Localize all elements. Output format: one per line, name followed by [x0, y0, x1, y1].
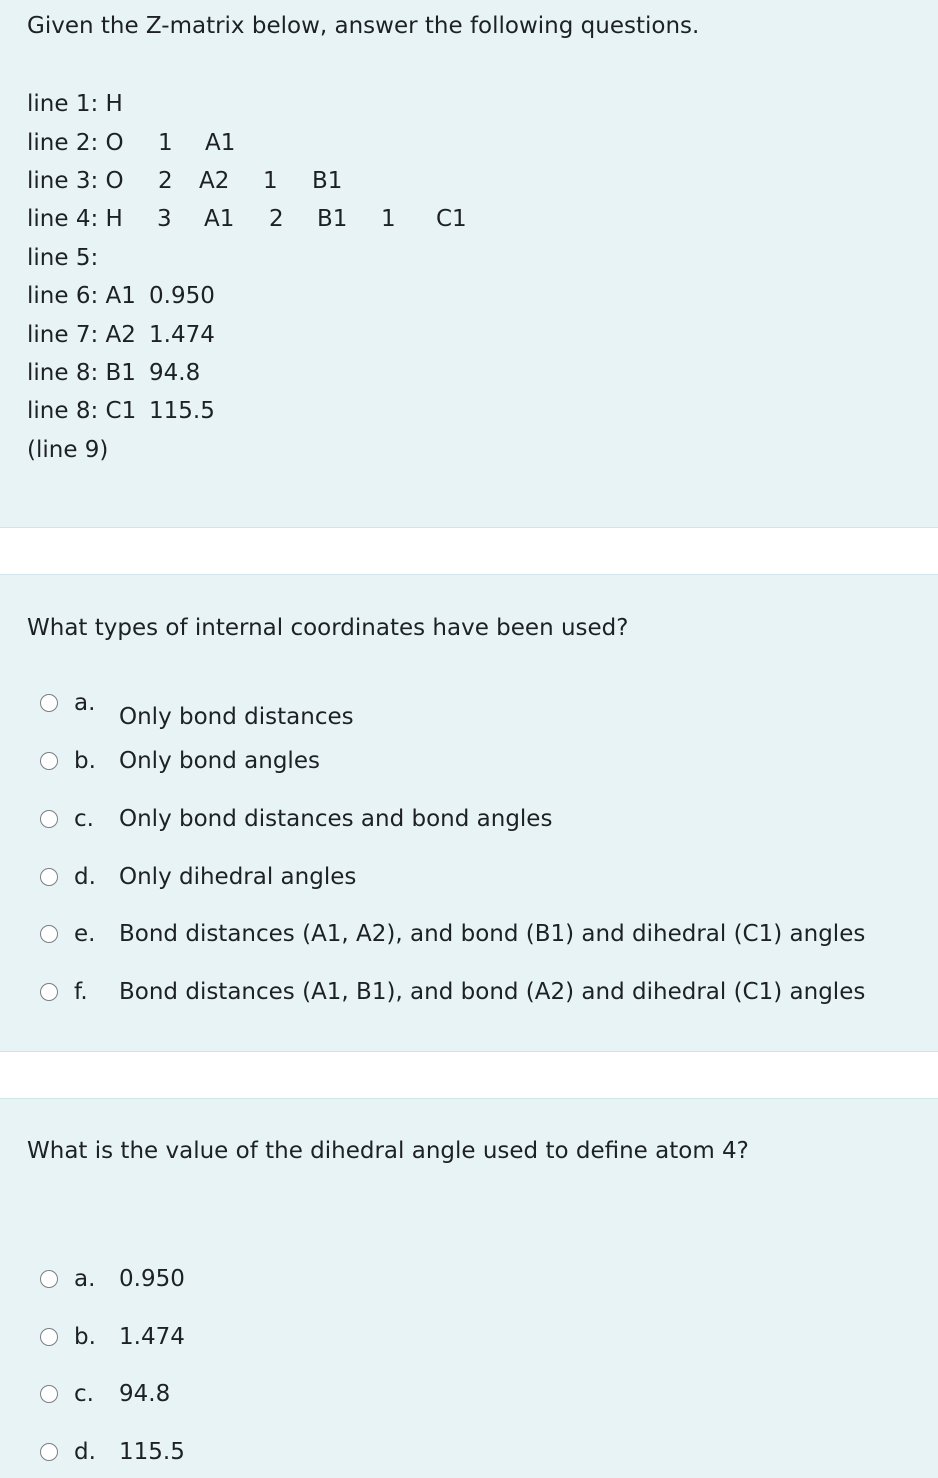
- option-text[interactable]: Bond distances (A1, B1), and bond (A2) and dihedral (C1) angles: [119, 979, 866, 1005]
- option-text[interactable]: Bond distances (A1, A2), and bond (B1) and dihedral (C1) angles: [119, 921, 866, 947]
- option-text[interactable]: Only bond angles: [119, 748, 320, 774]
- zmatrix-cell: line 2: O: [27, 130, 124, 156]
- zmatrix-cell: line 8: C1: [27, 398, 137, 424]
- option-letter: a.: [74, 1266, 96, 1292]
- zmatrix-cell: 94.8: [149, 360, 201, 386]
- option-letter: c.: [74, 806, 94, 832]
- option-letter: c.: [74, 1381, 94, 1407]
- radio-button[interactable]: [40, 694, 58, 712]
- option-letter: b.: [74, 748, 96, 774]
- zmatrix-cell: 1: [263, 168, 278, 194]
- option-text[interactable]: Only bond distances and bond angles: [119, 806, 553, 832]
- zmatrix-cell: B1: [317, 206, 348, 232]
- zmatrix-cell: 115.5: [149, 398, 215, 424]
- zmatrix-cell: 2: [158, 168, 173, 194]
- zmatrix-cell: 3: [157, 206, 172, 232]
- zmatrix-cell: (line 9): [27, 437, 109, 463]
- option-letter: b.: [74, 1324, 96, 1350]
- radio-button[interactable]: [40, 1385, 58, 1403]
- zmatrix-cell: line 4: H: [27, 206, 123, 232]
- zmatrix-cell: 1: [381, 206, 396, 232]
- intro-title: Given the Z-matrix below, answer the following questions.: [27, 13, 700, 39]
- radio-button[interactable]: [40, 868, 58, 886]
- zmatrix-cell: 1.474: [149, 322, 215, 348]
- zmatrix-cell: A2: [199, 168, 230, 194]
- radio-button[interactable]: [40, 983, 58, 1001]
- zmatrix-cell: C1: [436, 206, 467, 232]
- zmatrix-cell: line 8: B1: [27, 360, 136, 386]
- radio-button[interactable]: [40, 1270, 58, 1288]
- radio-button[interactable]: [40, 1328, 58, 1346]
- option-text[interactable]: 115.5: [119, 1439, 185, 1465]
- zmatrix-cell: B1: [312, 168, 343, 194]
- zmatrix-cell: 1: [158, 130, 173, 156]
- option-text[interactable]: 1.474: [119, 1324, 185, 1350]
- option-letter: f.: [74, 979, 88, 1005]
- zmatrix-cell: line 5:: [27, 245, 99, 271]
- question-1-panel: [0, 574, 938, 1052]
- zmatrix-cell: line 3: O: [27, 168, 124, 194]
- option-letter: a.: [74, 690, 96, 716]
- option-letter: e.: [74, 921, 96, 947]
- question-1-text: What types of internal coordinates have been used?: [27, 615, 629, 641]
- zmatrix-cell: A1: [204, 206, 235, 232]
- zmatrix-cell: line 1: H: [27, 91, 123, 117]
- zmatrix-panel: [0, 0, 938, 528]
- radio-button[interactable]: [40, 1443, 58, 1461]
- zmatrix-cell: 2: [269, 206, 284, 232]
- option-text[interactable]: Only dihedral angles: [119, 864, 357, 890]
- option-text[interactable]: Only bond distances: [119, 704, 354, 730]
- question-2-text: What is the value of the dihedral angle used to define atom 4?: [27, 1138, 749, 1164]
- option-letter: d.: [74, 864, 96, 890]
- option-text[interactable]: 94.8: [119, 1381, 171, 1407]
- zmatrix-cell: A1: [205, 130, 236, 156]
- zmatrix-cell: line 6: A1: [27, 283, 136, 309]
- option-letter: d.: [74, 1439, 96, 1465]
- zmatrix-cell: 0.950: [149, 283, 215, 309]
- radio-button[interactable]: [40, 925, 58, 943]
- zmatrix-cell: line 7: A2: [27, 322, 136, 348]
- question-2-panel: [0, 1098, 938, 1478]
- option-text[interactable]: 0.950: [119, 1266, 185, 1292]
- radio-button[interactable]: [40, 752, 58, 770]
- radio-button[interactable]: [40, 810, 58, 828]
